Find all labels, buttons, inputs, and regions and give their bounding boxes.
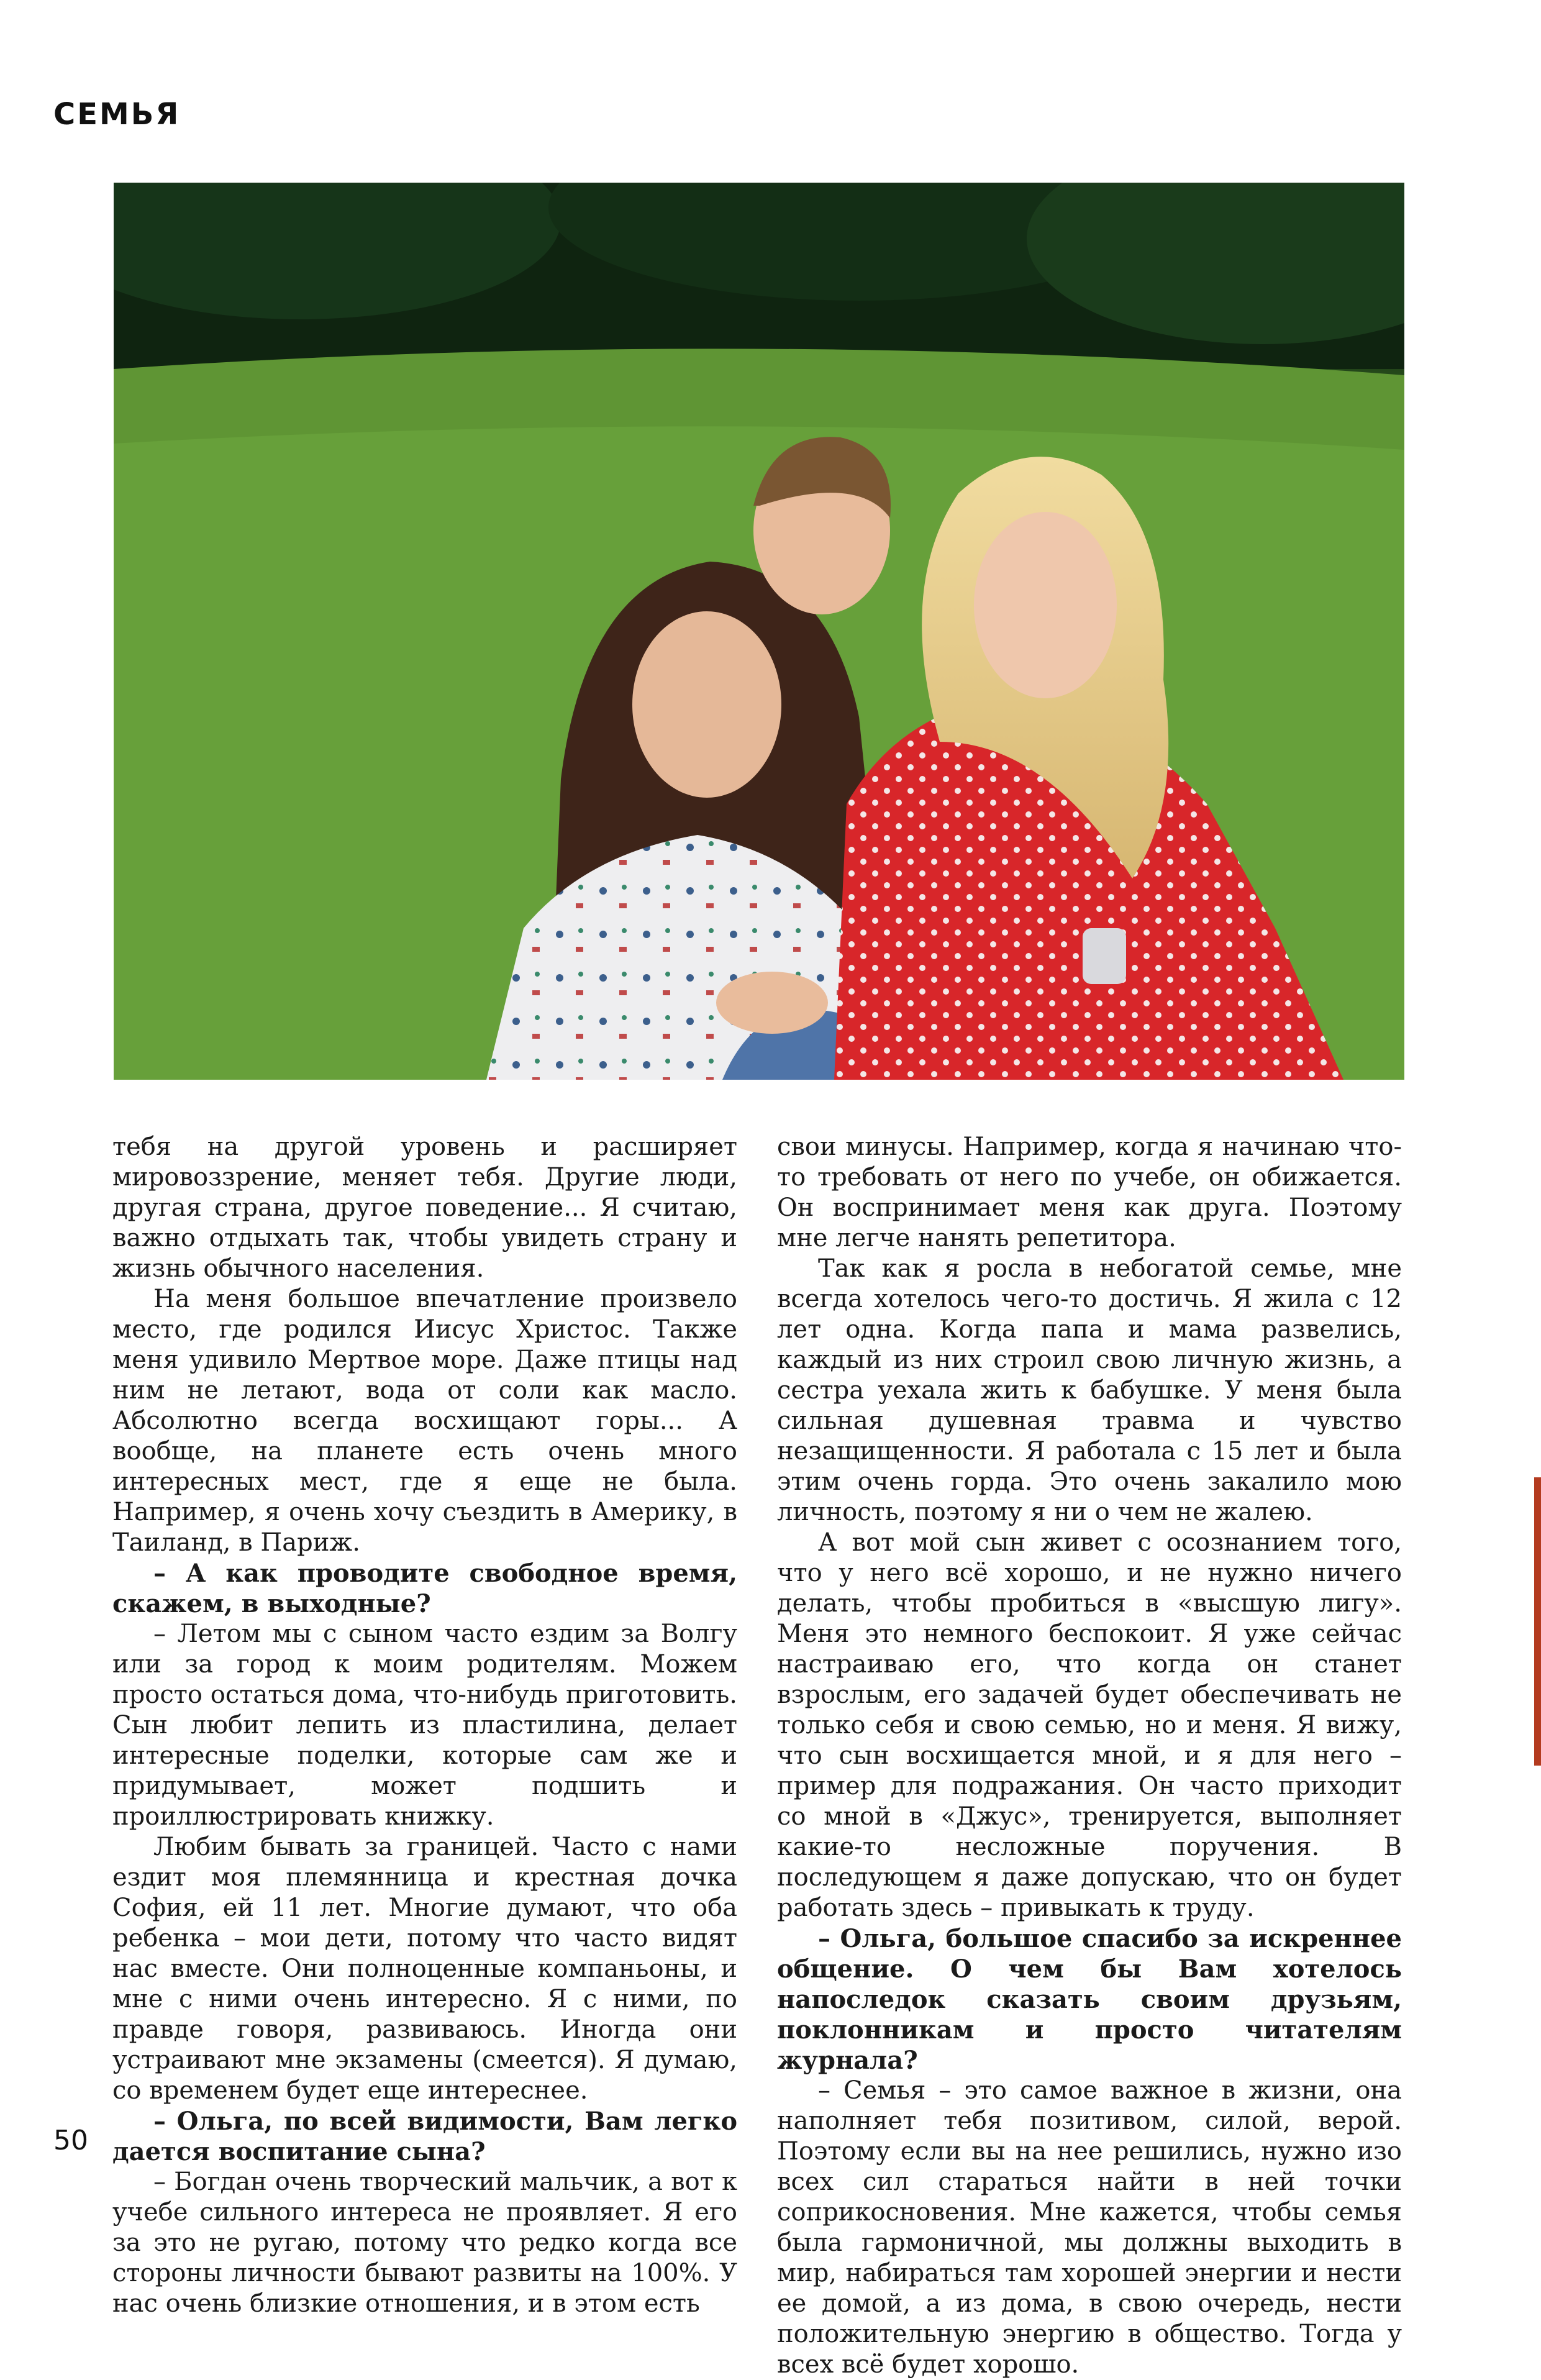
interview-question: – А как проводите свободное время, скажем, в выходные? (112, 1559, 737, 1618)
article-column-right (777, 1132, 1402, 2380)
section-title: СЕМЬЯ (53, 97, 181, 132)
article-column-left (112, 1132, 737, 2319)
paragraph: – Богдан очень творческий мальчик, а вот к учебе сильного интереса не проявляет. Я его за это не ругаю, потому что редко когда все стороны личности бывают развиты на 100%. У нас очень близкие отношения, и в этом есть (112, 2168, 737, 2318)
paragraph: Любим бывать за границей. Часто с нами ездит моя племянница и крестная дочка София, ей 11 лет. Многие думают, что оба ребенка – мои дети, потому что часто видят нас вместе. Они полноценные компаньоны, и мне с ними очень интересно. Я с ними, по правде говоря, развиваюсь. Иногда они устраивают мне экзамены (смеется). Я думаю, со временем будет еще интереснее. (112, 1833, 737, 2105)
paragraph: А вот мой сын живет с осознанием того, что у него всё хорошо, и не нужно ничего делать, чтобы пробиться в «высшую лигу». Меня это немного беспокоит. Я уже сейчас настраиваю его, что когда он станет взрослым, его задачей будет обеспечивать не только себя и свою семью, но и меня. Я вижу, что сын восхищается мной, и я для него – пример для подражания. Он часто приходит со мной в «Джус», тренируется, выполняет какие-то несложные поручения. В последующем я даже допускаю, что он будет работать здесь – привыкать к труду. (777, 1528, 1402, 1922)
paragraph-continued: тебя на другой уровень и расширяет мировоззрение, меняет тебя. Другие люди, другая страна, другое поведение... Я считаю, важно отдыхать так, чтобы увидеть страну и жизнь обычного населения. (112, 1133, 737, 1283)
paragraph: – Семья – это самое важное в жизни, она наполняет тебя позитивом, силой, верой. Поэтому если вы на нее решились, нужно изо всех сил стараться найти в ней точки соприкосновения. Мне кажется, чтобы семья была гармоничной, мы должны выходить в мир, набираться там хорошей энергии и нести ее домой, а из дома, в свою очередь, нести положительную энергию в общество. Тогда у всех всё будет хорошо. (777, 2076, 1402, 2379)
interview-question: – Ольга, по всей видимости, Вам легко дается воспитание сына? (112, 2107, 737, 2166)
paragraph-continued: свои минусы. Например, когда я начинаю что-то требовать от него по учебе, он обижается. Он воспринимает меня как друга. Поэтому мне легче нанять репетитора. (777, 1133, 1402, 1252)
interview-question: – Ольга, большое спасибо за искреннее общение. О чем бы Вам хотелось напоследок сказать своим друзьям, поклонникам и просто читателям журнала? (777, 1924, 1402, 2075)
paragraph: – Летом мы с сыном часто ездим за Волгу или за город к моим родителям. Можем просто остаться дома, что-нибудь приготовить. Сын любит лепить из пластилина, делает интересные поделки, которые сам же и придумывает, может подшить и проиллюстрировать книжку. (112, 1620, 737, 1831)
paragraph: Так как я росла в небогатой семье, мне всегда хотелось чего-то достичь. Я жила с 12 лет одна. Когда папа и мама развелись, каждый из них строил свою личную жизнь, а сестра уехала жить к бабушке. У меня была сильная душевная травма и чувство незащищенности. Я работала с 15 лет и была этим очень горда. Это очень закалило мою личность, поэтому я ни о чем не жалею. (777, 1254, 1402, 1526)
page-number: 50 (53, 2125, 88, 2156)
family-photo-illustration (114, 183, 1404, 1080)
paragraph: На меня большое впечатление произвело место, где родился Иисус Христос. Также меня удивило Мертвое море. Даже птицы над ним не летают, вода от соли как масло. Абсолютно всегда восхищают горы... А вообще, на планете есть очень много интересных мест, где я еще не была. Например, я очень хочу съездить в Америку, в Таиланд, в Париж. (112, 1285, 737, 1557)
family-photo (114, 183, 1404, 1080)
page-edge-tab (1534, 1477, 1541, 1766)
